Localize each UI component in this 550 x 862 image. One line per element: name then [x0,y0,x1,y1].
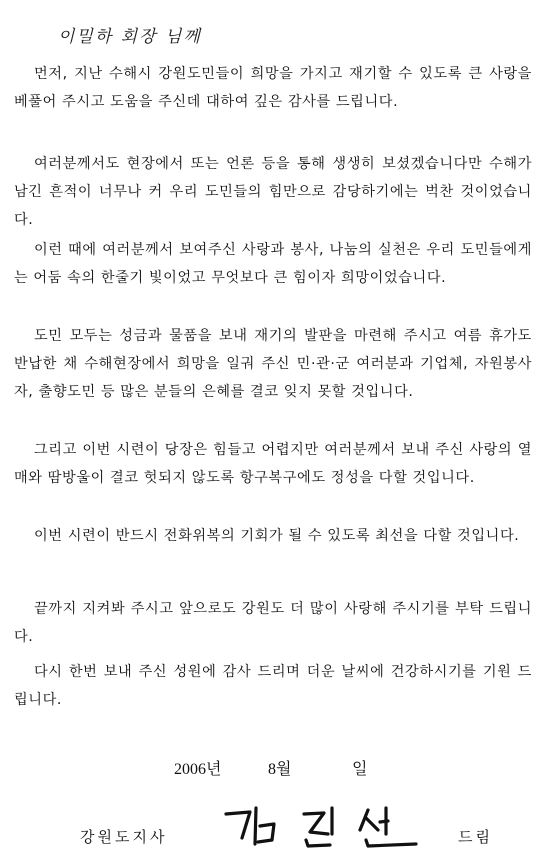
date-day: 일 [352,761,368,778]
sender-org: 강원도지사 [80,828,168,846]
paragraph-6: 이번 시련이 반드시 전화위복의 기회가 될 수 있도록 최선을 다할 것입니다. [34,528,520,544]
paragraph-2: 여러분께서도 현장에서 또는 언론 등을 통해 생생히 보셨겠습니다만 수해가 남긴 흔적이 너무나 커 우리 도민들의 힘만으로 감당하기에는 벅찬 것이었습니다. [14,156,532,228]
letter-closing [80,822,520,862]
paragraph-3: 이런 때에 여러분께서 보여주신 사랑과 봉사, 나눔의 실천은 우리 도민들에게는 어둠 속의 한줄기 빛이었고 무엇보다 큰 힘이자 희망이었습니다. [14,242,532,286]
date-year: 2006년 [174,761,222,778]
paragraph-5: 그리고 이번 시련이 당장은 힘들고 어렵지만 여러분께서 보내 주신 사랑의 열매와 땀방울이 결코 헛되지 않도록 항구복구에도 정성을 다할 것입니다. [14,442,532,486]
signature-image [220,804,440,850]
paragraph-4: 도민 모두는 성금과 물품을 보내 재기의 발판을 마련해 주시고 여름 휴가도 반납한 채 수해현장에서 희망을 일궈 주신 민·관·군 여러분과 기업체, 자원봉사자, 출향도민 등 많은 분들의 은혜를 결코 잊지 못할 것입니다. [14,328,532,400]
date-month: 8월 [268,761,292,778]
paragraph-7: 끝까지 지켜봐 주시고 앞으로도 강원도 더 많이 사랑해 주시기를 부탁 드립니다. [14,601,532,645]
paragraph-8: 다시 한번 보내 주신 성원에 감사 드리며 더운 날씨에 건강하시기를 기원 드립니다. [14,664,532,708]
closing-word: 드림 [458,828,493,846]
letter-greeting: 이밀하 회장 님께 [58,27,202,47]
paragraph-1: 먼저, 지난 수해시 강원도민들이 희망을 가지고 재기할 수 있도록 큰 사랑을 베풀어 주시고 도움을 주신데 대하여 깊은 감사를 드립니다. [14,66,532,110]
